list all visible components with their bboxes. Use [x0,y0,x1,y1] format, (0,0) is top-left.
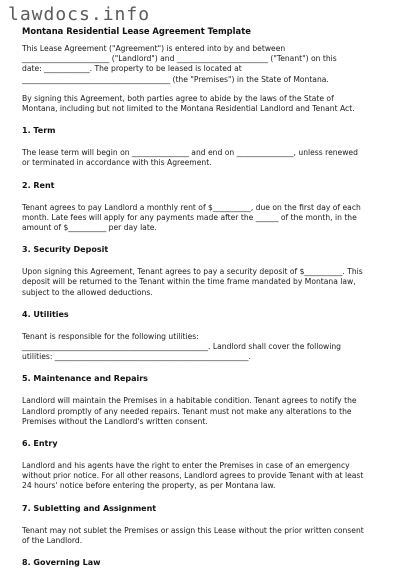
maintenance-line: Landlord will maintain the Premises in a habitable condition. Tenant agrees to notify the [22,396,357,406]
utilities-line: utilities: ___________________________________________________. [22,352,251,362]
deposit-line: subject to the allowed deductions. [22,287,153,297]
utilities-line: _________________________________________________. Landlord shall cover the following [22,342,341,352]
term-line: or terminated in accordance with this Agreement. [22,158,212,168]
term-line: The lease term will begin on _______________ and end on _______________, unless renewed [22,148,358,158]
subletting-line: Tenant may not sublet the Premises or assign this Lease without the prior written consent [22,525,364,535]
section-heading-governing-law: 8. Governing Law [22,558,101,568]
entry-line: Landlord and his agents have the right to enter the Premises in case of an emergency [22,461,350,471]
section-heading-term: 1. Term [22,126,56,136]
rent-line: Tenant agrees to pay Landlord a monthly rent of $__________, due on the first day of each [22,202,361,212]
section-heading-utilities: 4. Utilities [22,309,69,319]
entry-line: 24 hours' notice before entering the property, as per Montana law. [22,481,276,491]
deposit-line: Upon signing this Agreement, Tenant agrees to pay a security deposit of $__________. This [22,267,363,277]
intro-paragraph [22,44,384,85]
section-heading-maintenance: 5. Maintenance and Repairs [22,374,148,384]
intro-line: _______________________ ("Landlord") and ________________________ ("Tenant") on this [22,54,337,64]
section-heading-subletting: 7. Subletting and Assignment [22,503,157,513]
section-body-maintenance [22,396,384,427]
section-body-term [22,148,384,168]
entry-line: without prior notice. For all other reasons, Landlord agrees to provide Tenant with at least [22,471,364,481]
section-body-utilities [22,332,384,363]
document-body [22,44,384,580]
rent-line: amount of $__________ per day late. [22,223,157,233]
section-body-subletting [22,526,384,546]
preamble-line: By signing this Agreement, both parties agree to abide by the laws of the State of [22,93,334,103]
preamble-line: Montana, including but not limited to the Montana Residential Landlord and Tenant Act. [22,104,355,114]
section-body-deposit [22,267,384,298]
section-body-rent [22,203,384,234]
section-heading-rent: 2. Rent [22,180,55,190]
maintenance-line: Landlord promptly of any needed repairs. Tenant must not make any alterations to the [22,406,352,416]
section-body-entry [22,461,384,492]
document-title: Montana Residential Lease Agreement Template [22,26,251,36]
maintenance-line: Premises without the Landlord's written consent. [22,416,208,426]
section-heading-entry: 6. Entry [22,439,58,449]
intro-line: This Lease Agreement ("Agreement") is entered into by and between [22,44,286,53]
intro-line: _______________________________________ (the "Premises") in the State of Montana. [22,74,329,84]
section-heading-deposit: 3. Security Deposit [22,245,109,255]
subletting-line: of the Landlord. [22,535,83,545]
intro-line: date: ____________. The property to be leased is located at [22,64,242,74]
rent-line: month. Late fees will apply for any payments made after the ______ of the month, in the [22,212,357,222]
preamble-paragraph [22,94,384,114]
utilities-line: Tenant is responsible for the following utilities: [22,331,199,341]
deposit-line: deposit will be returned to the Tenant within the time frame mandated by Montana law, [22,277,356,287]
site-watermark: lawdocs.info [8,4,151,25]
